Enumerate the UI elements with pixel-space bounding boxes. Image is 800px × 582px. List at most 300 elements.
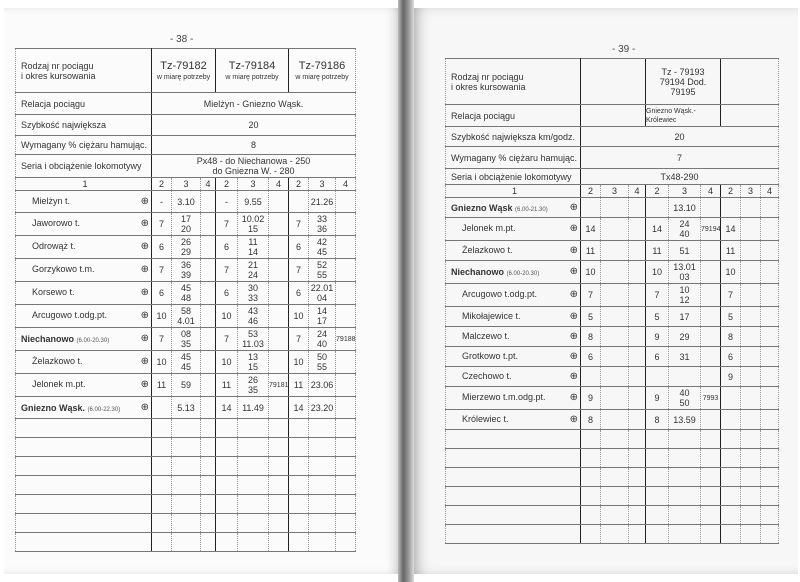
- station-cell: [16, 236, 152, 259]
- station-cell: [446, 387, 581, 410]
- empty-cell: [701, 506, 721, 525]
- time-cell: 11: [289, 374, 309, 397]
- time-cell: 13.10: [669, 198, 701, 218]
- empty-cell: [741, 506, 761, 525]
- empty-cell: [16, 533, 152, 552]
- empty-row: [16, 419, 356, 438]
- station-name: Odrowąż t.: [32, 241, 76, 251]
- station-hours: (6.00-21.30): [515, 206, 548, 213]
- empty-cell: [216, 495, 238, 514]
- time-cell: [629, 410, 646, 430]
- header-rodzaj: Rodzaj nr pociągu i okres kursowania: [16, 49, 152, 93]
- time-cell: [269, 191, 289, 213]
- time-cell: [201, 236, 216, 259]
- empty-row: [446, 430, 779, 449]
- time-cell: [336, 236, 356, 259]
- station-symbol-icon: ⊕: [569, 392, 578, 403]
- station-row: [16, 259, 356, 282]
- empty-cell: [269, 457, 289, 476]
- time-cell: 10.02 15: [238, 213, 269, 236]
- empty-cell: [741, 487, 761, 506]
- empty-cell: [201, 495, 216, 514]
- time-cell: [701, 284, 721, 307]
- time-cell: 5: [646, 307, 669, 327]
- time-cell: 13 15: [238, 351, 269, 374]
- empty-cell: [152, 419, 172, 438]
- time-cell: 7993: [701, 387, 721, 410]
- time-cell: 58 4.01: [172, 305, 201, 328]
- time-cell: [761, 198, 779, 218]
- empty-cell: [629, 487, 646, 506]
- empty-cell: [629, 449, 646, 468]
- station-row: [446, 218, 779, 241]
- empty-cell: [761, 487, 779, 506]
- empty-cell: [238, 514, 269, 533]
- time-cell: 9: [646, 387, 669, 410]
- empty-row: [446, 449, 779, 468]
- station-cell: [446, 367, 581, 387]
- time-cell: [601, 284, 629, 307]
- empty-cell: [446, 449, 581, 468]
- time-cell: 26 29: [172, 236, 201, 259]
- empty-cell: [289, 419, 309, 438]
- column-number: 2: [721, 185, 741, 198]
- station-hours: (6.00-22.30): [87, 406, 121, 413]
- seria-value: Px48 - do Niechanowa - 250 do Gniezna W. - 280: [152, 155, 356, 178]
- empty-cell: [172, 419, 201, 438]
- time-cell: 6: [216, 236, 238, 259]
- empty-cell: [309, 514, 336, 533]
- time-cell: 7: [152, 213, 172, 236]
- empty-cell: [721, 449, 741, 468]
- station-cell: [16, 213, 152, 236]
- empty-row: [446, 487, 779, 506]
- seria-value: Tx48-290: [581, 169, 779, 185]
- time-cell: 7: [289, 328, 309, 351]
- station-cell: [446, 261, 581, 284]
- time-cell: 9: [646, 327, 669, 347]
- train-header: [289, 49, 356, 93]
- empty-cell: [152, 457, 172, 476]
- empty-cell: [646, 430, 669, 449]
- empty-cell: [16, 457, 152, 476]
- time-cell: [741, 327, 761, 347]
- time-cell: [761, 410, 779, 430]
- column-number: 3: [238, 178, 269, 191]
- header-wymagany: Wymagany % ciężaru hamując.: [16, 136, 152, 155]
- time-cell: [336, 305, 356, 328]
- time-cell: [721, 198, 741, 218]
- station-name: Gniezno Wąsk.: [21, 402, 86, 413]
- empty-cell: [601, 487, 629, 506]
- time-cell: 50 55: [309, 351, 336, 374]
- time-cell: 6: [721, 347, 741, 367]
- time-cell: 45 48: [172, 282, 201, 305]
- station-symbol-icon: ⊕: [569, 244, 578, 256]
- station-row: [446, 327, 779, 347]
- empty-cell: [216, 419, 238, 438]
- time-cell: 3.10: [172, 191, 201, 213]
- time-cell: [701, 367, 721, 387]
- column-number: 4: [701, 185, 721, 198]
- relacja-value: Mielżyn - Gniezno Wąsk.: [152, 93, 356, 115]
- time-cell: [741, 410, 761, 430]
- station-symbol-icon: ⊕: [569, 330, 578, 342]
- station-name: Malczewo t.: [462, 330, 510, 341]
- time-cell: 10: [289, 305, 309, 328]
- empty-cell: [336, 476, 356, 495]
- empty-cell: [761, 506, 779, 525]
- station-symbol-icon: ⊕: [140, 264, 149, 275]
- station-cell: [16, 282, 152, 305]
- time-cell: 5: [721, 307, 741, 327]
- station-row: [446, 284, 779, 307]
- empty-cell: [309, 476, 336, 495]
- time-cell: [289, 191, 309, 213]
- time-cell: -: [152, 191, 172, 213]
- train-header: [216, 49, 289, 93]
- time-cell: [601, 307, 629, 327]
- empty-cell: [172, 495, 201, 514]
- time-cell: 8: [646, 410, 669, 430]
- column-number: 4: [761, 185, 779, 198]
- empty-cell: [201, 533, 216, 552]
- time-cell: 79188: [336, 328, 356, 351]
- time-cell: 10: [216, 305, 238, 328]
- time-cell: [601, 347, 629, 367]
- station-symbol-icon: ⊕: [140, 379, 149, 390]
- time-cell: 11: [646, 241, 669, 261]
- empty-cell: [289, 514, 309, 533]
- station-name: Jelonek m.pt.: [32, 379, 86, 389]
- empty-cell: [172, 533, 201, 552]
- empty-cell: [669, 449, 701, 468]
- empty-cell: [646, 449, 669, 468]
- time-cell: [721, 410, 741, 430]
- empty-cell: [741, 468, 761, 487]
- station-name: Mikołajewice t.: [462, 310, 521, 321]
- time-cell: [629, 327, 646, 347]
- time-cell: [629, 218, 646, 241]
- time-cell: 5: [581, 307, 601, 327]
- station-row: [16, 397, 356, 419]
- empty-cell: [581, 525, 601, 544]
- station-name: Mielżyn t.: [32, 195, 71, 206]
- column-number: 2: [289, 178, 309, 191]
- empty-cell: [289, 533, 309, 552]
- station-row: [16, 282, 356, 305]
- column-number: 3: [741, 185, 761, 198]
- empty-cell: [581, 506, 601, 525]
- time-cell: 5.13: [172, 397, 201, 419]
- time-cell: [269, 259, 289, 282]
- empty-cell: [172, 457, 201, 476]
- time-cell: [201, 282, 216, 305]
- empty-cell: [201, 514, 216, 533]
- time-cell: 6: [216, 282, 238, 305]
- station-name: Gorzykowo t.m.: [32, 264, 95, 274]
- station-cell: [16, 259, 152, 282]
- station-name: Żelazkowo t.: [32, 356, 83, 366]
- book-spine: [398, 0, 414, 582]
- time-cell: 14 17: [309, 305, 336, 328]
- empty-cell: [741, 449, 761, 468]
- empty-cell: [16, 438, 152, 457]
- station-symbol-icon: ⊕: [140, 310, 149, 321]
- station-row: [446, 347, 779, 367]
- time-cell: [761, 387, 779, 410]
- station-row: [16, 191, 356, 213]
- empty-row: [16, 495, 356, 514]
- empty-row: [16, 514, 356, 533]
- time-cell: 24 40: [669, 218, 701, 241]
- column-number: 3: [669, 185, 701, 198]
- time-cell: 14: [216, 397, 238, 419]
- time-cell: 53 11.03: [238, 328, 269, 351]
- relacja-value: Gniezno Wąsk.- Królewiec: [646, 105, 721, 127]
- time-cell: 8: [581, 410, 601, 430]
- empty-cell: [601, 449, 629, 468]
- empty-cell: [601, 468, 629, 487]
- train-number: Tz-79184: [228, 59, 276, 72]
- station-cell: [16, 328, 152, 351]
- time-cell: [701, 347, 721, 367]
- time-cell: [201, 259, 216, 282]
- time-cell: 7: [216, 213, 238, 236]
- empty-cell: [269, 476, 289, 495]
- time-cell: 6: [581, 347, 601, 367]
- empty-cell: [289, 495, 309, 514]
- empty-cell: [152, 495, 172, 514]
- station-row: [446, 198, 779, 218]
- column-number: 4: [336, 178, 356, 191]
- time-cell: 6: [289, 236, 309, 259]
- train-period: w miarę potrzeby: [225, 73, 279, 81]
- time-cell: [581, 367, 601, 387]
- time-cell: [741, 367, 761, 387]
- column-number: 2: [581, 185, 601, 198]
- time-cell: 9: [581, 387, 601, 410]
- time-cell: 42 45: [309, 236, 336, 259]
- header-seria: Seria i obciążenie lokomotywy: [16, 155, 152, 178]
- time-cell: [336, 213, 356, 236]
- empty-cell: [309, 533, 336, 552]
- time-cell: [601, 387, 629, 410]
- header-relacja: Relacja pociągu: [16, 93, 152, 115]
- station-symbol-icon: ⊕: [569, 370, 578, 382]
- station-name: Czechowo t.: [462, 370, 512, 381]
- column-number: 1: [16, 178, 152, 191]
- empty-cell: [336, 514, 356, 533]
- wymagany-value: 7: [581, 147, 779, 169]
- time-cell: [629, 367, 646, 387]
- empty-cell: [269, 438, 289, 457]
- empty-row: [16, 533, 356, 552]
- empty-cell: [152, 514, 172, 533]
- time-cell: [336, 282, 356, 305]
- time-cell: [601, 198, 629, 218]
- station-cell: [446, 307, 581, 327]
- time-cell: [201, 351, 216, 374]
- station-cell: [446, 241, 581, 261]
- station-name: Arcugowo t.odg.pt.: [32, 310, 108, 320]
- page-number-left: - 38 -: [170, 34, 194, 45]
- empty-cell: [761, 468, 779, 487]
- empty-cell: [152, 438, 172, 457]
- time-cell: 14: [646, 218, 669, 241]
- station-symbol-icon: ⊕: [140, 218, 149, 229]
- empty-cell: [721, 506, 741, 525]
- time-cell: [336, 397, 356, 419]
- time-cell: [629, 387, 646, 410]
- station-symbol-icon: ⊕: [569, 223, 578, 234]
- empty-cell: [16, 514, 152, 533]
- empty-cell: [152, 533, 172, 552]
- time-cell: [152, 397, 172, 419]
- empty-cell: [269, 533, 289, 552]
- empty-cell: [238, 533, 269, 552]
- time-cell: [701, 327, 721, 347]
- szybkosc-value: 20: [152, 115, 356, 136]
- time-cell: [701, 261, 721, 284]
- empty-cell: [172, 438, 201, 457]
- header-rodzaj: Rodzaj nr pociągu i okres kursowania: [446, 59, 581, 105]
- time-cell: 23.20: [309, 397, 336, 419]
- time-cell: 33 36: [309, 213, 336, 236]
- time-cell: [741, 347, 761, 367]
- time-cell: 7: [152, 328, 172, 351]
- empty-cell: [669, 525, 701, 544]
- time-cell: [741, 218, 761, 241]
- time-cell: 22.01 04: [309, 282, 336, 305]
- empty-cell: [629, 430, 646, 449]
- time-cell: [701, 241, 721, 261]
- empty-cell: [581, 105, 646, 127]
- station-row: [446, 387, 779, 410]
- station-hours: (6.00-20.30): [506, 271, 540, 277]
- time-cell: 08 35: [172, 328, 201, 351]
- station-symbol-icon: ⊕: [140, 241, 149, 252]
- time-cell: [336, 259, 356, 282]
- time-cell: [741, 198, 761, 218]
- empty-cell: [721, 525, 741, 544]
- station-cell: [446, 218, 581, 241]
- empty-cell: [269, 419, 289, 438]
- station-symbol-icon: ⊕: [140, 195, 149, 207]
- empty-cell: [581, 449, 601, 468]
- time-cell: 11: [152, 374, 172, 397]
- time-cell: 10: [289, 351, 309, 374]
- empty-cell: [16, 495, 152, 514]
- empty-cell: [336, 495, 356, 514]
- empty-cell: [289, 457, 309, 476]
- time-cell: 14: [581, 218, 601, 241]
- time-cell: [601, 327, 629, 347]
- empty-train-column: [721, 59, 779, 105]
- station-symbol-icon: ⊕: [140, 287, 149, 298]
- empty-cell: [669, 506, 701, 525]
- train-period: w miarę potrzeby: [156, 73, 211, 81]
- empty-cell: [238, 476, 269, 495]
- empty-cell: [238, 495, 269, 514]
- empty-cell: [581, 487, 601, 506]
- empty-cell: [761, 525, 779, 544]
- time-cell: 9: [721, 367, 741, 387]
- time-cell: 11: [721, 241, 741, 261]
- empty-cell: [201, 457, 216, 476]
- empty-row: [446, 468, 779, 487]
- time-cell: 79194: [701, 218, 721, 241]
- empty-cell: [701, 449, 721, 468]
- time-cell: 7: [216, 328, 238, 351]
- time-cell: [269, 351, 289, 374]
- empty-cell: [669, 430, 701, 449]
- empty-cell: [446, 487, 581, 506]
- empty-cell: [309, 438, 336, 457]
- column-number: 1: [446, 185, 581, 198]
- time-cell: 11.49: [238, 397, 269, 419]
- empty-cell: [669, 468, 701, 487]
- station-name: Arcugowo t.odg.pt.: [462, 289, 538, 299]
- time-cell: 7: [581, 284, 601, 307]
- time-cell: 11: [581, 241, 601, 261]
- station-name: Królewiec t.: [462, 413, 509, 424]
- empty-cell: [309, 419, 336, 438]
- time-cell: [269, 305, 289, 328]
- time-cell: [741, 241, 761, 261]
- time-cell: 10: [152, 305, 172, 328]
- time-cell: [269, 213, 289, 236]
- empty-cell: [216, 533, 238, 552]
- time-cell: [629, 347, 646, 367]
- time-cell: [269, 328, 289, 351]
- empty-cell: [646, 468, 669, 487]
- column-number: 2: [152, 178, 172, 191]
- time-cell: 7: [646, 284, 669, 307]
- empty-cell: [16, 419, 152, 438]
- time-cell: 10: [721, 261, 741, 284]
- time-cell: 6: [646, 347, 669, 367]
- time-cell: [601, 261, 629, 284]
- station-cell: [446, 347, 581, 367]
- station-symbol-icon: ⊕: [140, 401, 149, 413]
- train-period: w miarę potrzeby: [295, 73, 349, 81]
- header-wymagany: Wymagany % ciężaru hamując.: [446, 147, 581, 169]
- station-name: Jelonek m.pt.: [462, 223, 516, 233]
- time-cell: 23.06: [309, 374, 336, 397]
- column-number: 3: [601, 185, 629, 198]
- time-cell: [201, 191, 216, 213]
- time-cell: [601, 241, 629, 261]
- empty-cell: [629, 468, 646, 487]
- station-cell: [16, 351, 152, 374]
- page-number-right: - 39 -: [612, 44, 636, 55]
- time-cell: 6: [289, 282, 309, 305]
- time-cell: [741, 284, 761, 307]
- time-cell: 7: [216, 259, 238, 282]
- station-cell: [16, 397, 152, 419]
- time-cell: [581, 198, 601, 218]
- time-cell: [741, 261, 761, 284]
- empty-cell: [629, 525, 646, 544]
- time-cell: 45 45: [172, 351, 201, 374]
- station-row: [16, 236, 356, 259]
- station-symbol-icon: ⊕: [569, 310, 578, 322]
- train-number: Tz-79182: [160, 59, 207, 72]
- empty-cell: [721, 468, 741, 487]
- station-symbol-icon: ⊕: [569, 266, 578, 277]
- time-cell: [761, 261, 779, 284]
